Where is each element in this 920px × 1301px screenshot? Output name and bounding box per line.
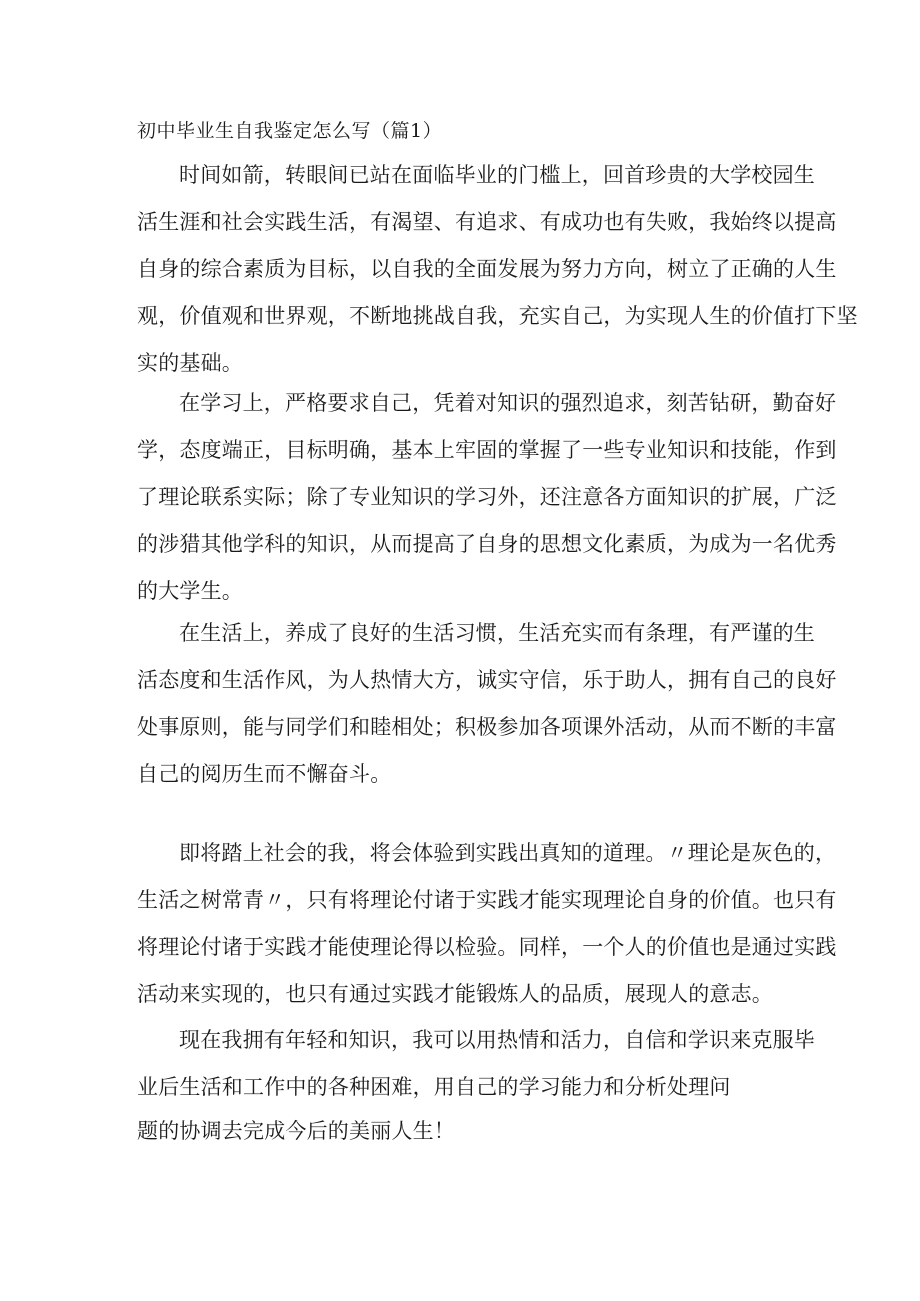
paragraph-line: 学，态度端正，目标明确，基本上牢固的掌握了一些专业知识和技能，作到 (137, 438, 837, 462)
paragraph-line: 题的协调去完成今后的美丽人生！ (137, 1119, 455, 1143)
paragraph-line: 在学习上，严格要求自己，凭着对知识的强烈追求，刻苦钻研，勤奋好 (179, 391, 837, 415)
paragraph-line: 在生活上，养成了良好的生活习惯，生活充实而有条理，有严谨的生 (179, 621, 815, 645)
paragraph-line: 现在我拥有年轻和知识，我可以用热情和活力，自信和学识来克服毕 (179, 1028, 815, 1052)
paragraph-line: 活态度和生活作风，为人热情大方，诚实守信，乐于助人，拥有自己的良好 (137, 668, 837, 692)
paragraph-line: 了理论联系实际；除了专业知识的学习外，还注意各方面知识的扩展，广泛 (137, 485, 837, 509)
paragraph-line: 时间如箭，转眼间已站在面临毕业的门槛上，回首珍贵的大学校园生 (179, 163, 815, 187)
paragraph-line: 自己的阅历生而不懈奋斗。 (137, 762, 392, 786)
paragraph-line: 业后生活和工作中的各种困难，用自己的学习能力和分析处理问 (137, 1075, 731, 1099)
paragraph-4 (137, 830, 837, 1018)
paragraph-5 (137, 1017, 815, 1151)
paragraph-line: 实的基础。 (137, 351, 243, 375)
paragraph-line: 的大学生。 (137, 579, 243, 603)
paragraph-1 (137, 152, 858, 387)
paragraph-line: 生活之树常青〃，只有将理论付诸于实践才能实现理论自身的价值。也只有 (137, 888, 837, 912)
paragraph-line: 活生涯和社会实践生活，有渴望、有追求、有成功也有失败，我始终以提高 (137, 210, 837, 234)
paragraph-line: 即将踏上社会的我，将会体验到实践出真知的道理。〃理论是灰色的， (179, 841, 837, 865)
paragraph-line: 自身的综合素质为目标，以自我的全面发展为努力方向，树立了正确的人生 (137, 257, 837, 281)
paragraph-line: 处事原则，能与同学们和睦相处；积极参加各项课外活动，从而不断的丰富 (137, 715, 837, 739)
document-title: 初中毕业生自我鉴定怎么写（篇1） (137, 120, 443, 142)
paragraph-line: 观，价值观和世界观，不断地挑战自我，充实自己，为实现人生的价值打下坚 (137, 304, 858, 328)
paragraph-2 (137, 380, 837, 615)
paragraph-3 (137, 610, 837, 798)
paragraph-line: 将理论付诸于实践才能使理论得以检验。同样，一个人的价值也是通过实践 (137, 935, 837, 959)
paragraph-line: 活动来实现的，也只有通过实践才能锻炼人的品质，展现人的意志。 (137, 982, 773, 1006)
paragraph-line: 的涉猎其他学科的知识，从而提高了自身的思想文化素质，为成为一名优秀 (137, 532, 837, 556)
